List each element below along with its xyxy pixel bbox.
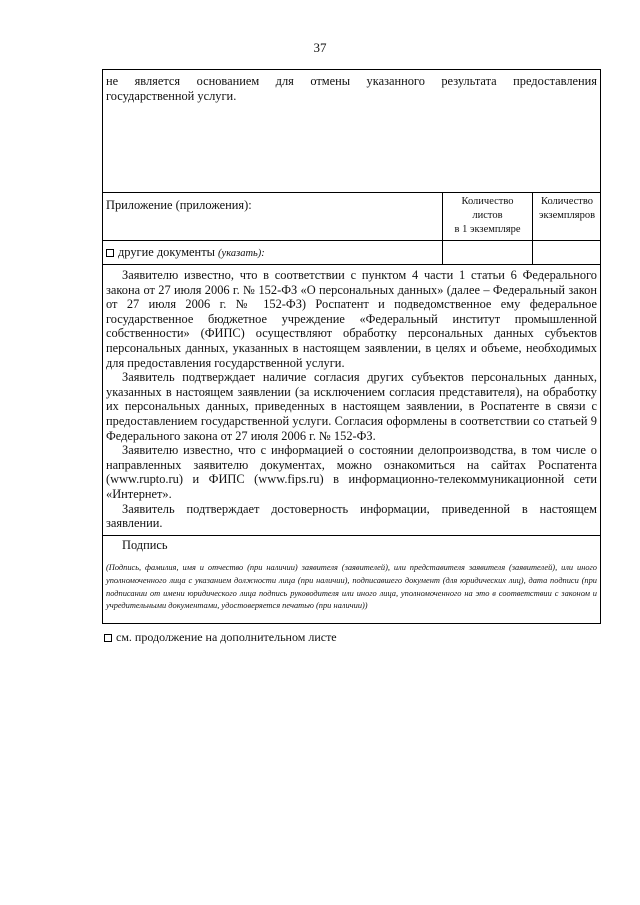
other-documents-label: другие документы: [118, 245, 215, 259]
continuation-checkbox[interactable]: [104, 634, 112, 642]
signature-title: Подпись: [122, 538, 168, 552]
decision-text-line1: не является основанием для отмены указанного результата предоставления: [106, 74, 597, 88]
other-documents-sheets-cell[interactable]: [442, 241, 532, 264]
copies-count-header: [532, 193, 601, 240]
consent-paragraph-4: Заявитель подтверждает достоверность информации, приведенной в настоящем заявлении.: [106, 501, 597, 531]
attachments-header-row: [102, 193, 601, 241]
sheets-count-header-line1: Количество: [461, 196, 514, 207]
other-documents-hint: (указать):: [218, 248, 265, 259]
consent-box: [102, 265, 601, 536]
consent-paragraph-1: Заявителю известно, что в соответствии с пунктом 4 части 1 статьи 6 Федерального закона от 27 июля 2006 г. № 152-ФЗ «О персональных данных» (далее – Федеральный закон от 27 июля 2006 г. № 152-ФЗ) Роспатент и подведомственное ему федеральное государственное бюджетное учреждение «Федеральный институт промышленной собственности» (ФИПС) осуществляют обработку персональных данных субъектов персональных данных, указанных в настоящем заявлении, в целях и объеме, необходимых для предоставления государственной услуги.: [106, 268, 597, 370]
consent-paragraph-2: Заявитель подтверждает наличие согласия других субъектов персональных данных, указанных в настоящем заявлении (за исключением согласия представителя), на обработку их персональных данных, приведенных в настоящем заявлении, в Роспатенте в связи с предоставлением государственной услуги. Согласия оформлены в соответствии со статьей 9 Федерального закона от 27 июля 2006 г. № 152-ФЗ.: [106, 370, 597, 443]
other-documents-row: [102, 241, 601, 265]
copies-count-header-line2: экземпляров: [538, 210, 596, 221]
decision-text-box: [102, 69, 601, 193]
continuation-label: см. продолжение на дополнительном листе: [116, 630, 337, 644]
signature-note: (Подпись, фамилия, имя и отчество (при наличии) заявителя (заявителей), или представителя заявителя (заявителей), или иного уполномоченного лица с указанием должности лица (при наличии), подписавшего документ (для юридических лиц), дата подписи (при подписании от имени юридического лица подпись руководителя или иного лица, уполномоченного на это в соответствии с законом и учредительными документами, удостоверяется печатью (при наличии)): [106, 563, 597, 611]
sheets-count-header-line2: листов: [472, 210, 503, 221]
signature-box: [102, 536, 601, 624]
decision-text-line2: государственной услуги.: [106, 88, 237, 103]
attachments-label: Приложение (приложения):: [106, 198, 252, 212]
other-documents-entry: [106, 245, 265, 260]
consent-paragraph-3: Заявителю известно, что с информацией о состоянии делопроизводства, в том числе о направленных заявителю документах, можно ознакомиться на сайтах Роспатента (www.rupto.ru) и ФИПС (www.fips.ru) в информационно-телекоммуникационной сети «Интернет».: [106, 443, 597, 501]
other-documents-copies-cell[interactable]: [532, 241, 601, 264]
sheets-count-header-line3: в 1 экземпляре: [454, 224, 521, 235]
other-documents-checkbox[interactable]: [106, 249, 114, 257]
sheets-count-header: [442, 193, 532, 240]
page-number: 37: [313, 40, 327, 55]
copies-count-header-line1: Количество: [540, 196, 594, 207]
continuation-entry: [104, 630, 337, 645]
